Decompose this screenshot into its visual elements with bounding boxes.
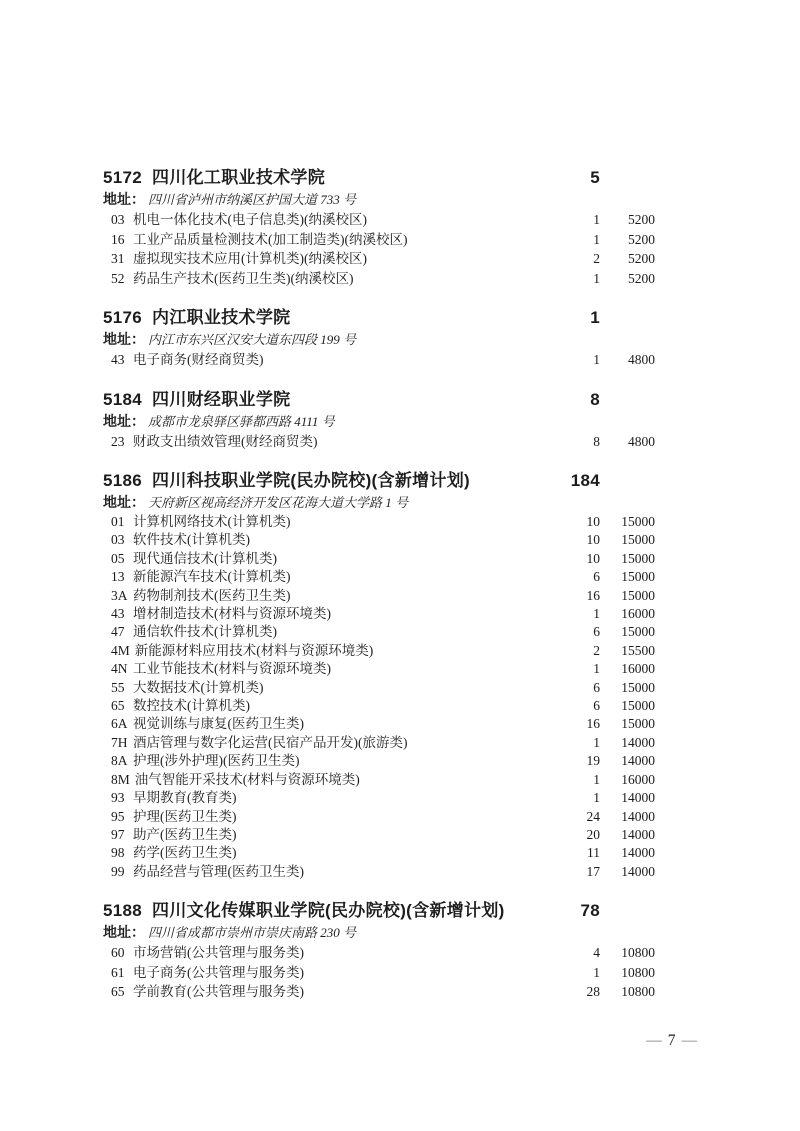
major-row <box>0 605 800 623</box>
major-row <box>0 249 800 269</box>
major-plan-count: 1 <box>593 734 600 750</box>
major-name: 学前教育(公共管理与服务类) <box>133 984 304 1000</box>
major-code: 16 <box>111 231 125 247</box>
major-tuition-fee: 15000 <box>621 587 655 603</box>
major-row <box>0 844 800 862</box>
major-tuition-fee: 15500 <box>621 642 655 658</box>
major-code: 03 <box>111 532 125 548</box>
major-name: 工业节能技术(材料与资源环境类) <box>133 661 331 677</box>
college-code: 5188 <box>103 901 143 921</box>
college-section <box>0 388 800 452</box>
major-row <box>0 771 800 789</box>
major-plan-count: 1 <box>593 270 600 286</box>
major-tuition-fee: 4800 <box>628 352 655 367</box>
address-label: 地址： <box>103 924 145 941</box>
major-name: 现代通信技术(计算机类) <box>133 550 277 566</box>
major-name: 电子商务(财经商贸类) <box>133 352 264 367</box>
major-plan-count: 1 <box>593 771 600 787</box>
major-tuition-fee: 14000 <box>621 753 655 769</box>
major-tuition-fee: 14000 <box>621 863 655 879</box>
major-name: 计算机网络技术(计算机类) <box>133 514 291 529</box>
college-code: 5176 <box>103 308 143 327</box>
major-tuition-fee: 14000 <box>621 734 655 750</box>
major-code: 47 <box>111 624 125 640</box>
major-rows <box>0 513 800 881</box>
major-name: 工业产品质量检测技术(加工制造类)(纳溪校区) <box>133 231 408 247</box>
college-total-plan: 1 <box>590 308 600 327</box>
major-plan-count: 28 <box>586 984 600 1000</box>
major-plan-count: 1 <box>593 964 600 980</box>
college-address-line <box>0 492 800 513</box>
major-name: 油气智能开采技术(材料与资源环境类) <box>134 771 360 787</box>
major-plan-count: 19 <box>586 753 600 769</box>
major-plan-count: 1 <box>593 661 600 677</box>
college-header <box>0 469 800 492</box>
major-tuition-fee: 14000 <box>621 808 655 824</box>
college-address-line <box>0 922 800 943</box>
major-name: 药学(医药卫生类) <box>133 845 237 861</box>
major-code: 01 <box>111 514 125 529</box>
major-plan-count: 16 <box>586 587 600 603</box>
major-rows <box>0 432 800 452</box>
major-name: 通信软件技术(计算机类) <box>133 624 277 640</box>
major-tuition-fee: 15000 <box>621 514 655 529</box>
major-code: 43 <box>111 352 125 367</box>
college-name: 四川文化传媒职业学院(民办院校)(含新增计划) <box>152 901 505 921</box>
major-plan-count: 17 <box>586 863 600 879</box>
college-name: 四川财经职业学院 <box>152 389 291 409</box>
major-name: 增材制造技术(材料与资源环境类) <box>133 606 331 622</box>
major-code: 65 <box>111 698 125 714</box>
major-tuition-fee: 16000 <box>621 661 655 677</box>
major-name: 机电一体化技术(电子信息类)(纳溪校区) <box>133 212 367 227</box>
college-total-plan: 8 <box>590 389 600 409</box>
major-code: 98 <box>111 845 125 861</box>
address-label: 地址： <box>103 331 145 347</box>
major-tuition-fee: 14000 <box>621 790 655 806</box>
major-tuition-fee: 14000 <box>621 826 655 842</box>
major-code: 05 <box>111 550 125 566</box>
major-row <box>0 623 800 641</box>
major-row <box>0 679 800 697</box>
major-name: 虚拟现实技术应用(计算机类)(纳溪校区) <box>133 251 367 266</box>
major-tuition-fee: 14000 <box>621 845 655 861</box>
major-plan-count: 16 <box>586 716 600 732</box>
college-name: 四川化工职业技术学院 <box>152 168 326 187</box>
major-row <box>0 660 800 678</box>
major-plan-count: 1 <box>593 212 600 227</box>
college-section <box>0 899 800 1002</box>
major-tuition-fee: 16000 <box>621 771 655 787</box>
major-plan-count: 2 <box>593 251 600 266</box>
major-row <box>0 826 800 844</box>
major-code: 93 <box>111 790 125 806</box>
major-row <box>0 350 800 370</box>
address-text: 四川省泸州市纳溪区护国大道 733 号 <box>148 192 357 207</box>
page-footer <box>0 1032 800 1050</box>
major-plan-count: 6 <box>593 624 600 640</box>
address-text: 内江市东兴区汉安大道东四段 199 号 <box>148 332 357 347</box>
major-plan-count: 6 <box>593 569 600 585</box>
major-code: 4M <box>111 642 130 658</box>
major-tuition-fee: 15000 <box>621 569 655 585</box>
college-address-line <box>0 329 800 350</box>
major-code: 6A <box>111 716 128 732</box>
college-address-line <box>0 189 800 210</box>
major-name: 财政支出绩效管理(财经商贸类) <box>133 433 318 449</box>
major-row <box>0 230 800 250</box>
major-tuition-fee: 15000 <box>621 716 655 732</box>
major-name: 新能源汽车技术(计算机类) <box>133 569 291 585</box>
major-plan-count: 1 <box>593 352 600 367</box>
college-section <box>0 306 800 370</box>
major-name: 市场营销(公共管理与服务类) <box>133 945 304 961</box>
major-row <box>0 587 800 605</box>
major-tuition-fee: 15000 <box>621 698 655 714</box>
major-rows <box>0 350 800 370</box>
major-name: 电子商务(公共管理与服务类) <box>133 964 304 980</box>
major-name: 早期教育(教育类) <box>133 790 237 806</box>
major-tuition-fee: 10800 <box>621 945 655 961</box>
major-row <box>0 269 800 289</box>
major-tuition-fee: 5200 <box>628 231 655 247</box>
major-plan-count: 1 <box>593 790 600 806</box>
major-tuition-fee: 10800 <box>621 984 655 1000</box>
major-name: 数控技术(计算机类) <box>133 698 250 714</box>
major-row <box>0 752 800 770</box>
major-code: 60 <box>111 945 125 961</box>
major-row <box>0 568 800 586</box>
major-name: 药物制剂技术(医药卫生类) <box>133 587 291 603</box>
major-code: 95 <box>111 808 125 824</box>
major-name: 软件技术(计算机类) <box>133 532 250 548</box>
college-total-plan: 5 <box>590 168 600 187</box>
college-name: 内江职业技术学院 <box>152 308 291 327</box>
major-tuition-fee: 4800 <box>628 433 655 449</box>
address-text: 成都市龙泉驿区驿都西路 4111 号 <box>148 413 335 429</box>
address-text: 天府新区视高经济开发区花海大道大学路 1 号 <box>148 495 409 510</box>
major-plan-count: 20 <box>586 826 600 842</box>
address-label: 地址： <box>103 191 145 207</box>
major-name: 护理(涉外护理)(医药卫生类) <box>133 753 300 769</box>
major-code: 52 <box>111 270 125 286</box>
major-tuition-fee: 10800 <box>621 964 655 980</box>
address-label: 地址： <box>103 412 145 429</box>
major-code: 8A <box>111 753 128 769</box>
major-code: 8M <box>111 771 130 787</box>
major-code: 13 <box>111 569 125 585</box>
major-tuition-fee: 5200 <box>628 270 655 286</box>
major-plan-count: 2 <box>593 642 600 658</box>
major-tuition-fee: 15000 <box>621 679 655 695</box>
major-plan-count: 1 <box>593 231 600 247</box>
college-address-line <box>0 411 800 432</box>
college-total-plan: 78 <box>580 901 600 921</box>
major-plan-count: 4 <box>593 945 600 961</box>
major-row <box>0 513 800 531</box>
major-tuition-fee: 5200 <box>628 251 655 266</box>
major-code: 43 <box>111 606 125 622</box>
major-plan-count: 6 <box>593 679 600 695</box>
major-tuition-fee: 5200 <box>628 212 655 227</box>
major-row <box>0 210 800 230</box>
college-sections-list <box>0 166 800 1020</box>
address-text: 四川省成都市崇州市崇庆南路 230 号 <box>148 925 357 941</box>
major-row <box>0 531 800 549</box>
college-header <box>0 166 800 189</box>
footer-dash-left: — <box>646 1032 662 1049</box>
major-row <box>0 550 800 568</box>
page-number: 7 <box>667 1032 676 1049</box>
major-name: 药品生产技术(医药卫生类)(纳溪校区) <box>133 270 354 286</box>
college-header <box>0 388 800 411</box>
major-code: 23 <box>111 433 125 449</box>
major-plan-count: 10 <box>586 532 600 548</box>
college-total-plan: 184 <box>570 471 600 490</box>
major-code: 4N <box>111 661 128 677</box>
major-row <box>0 808 800 826</box>
college-code: 5186 <box>103 471 143 490</box>
major-tuition-fee: 16000 <box>621 606 655 622</box>
major-plan-count: 1 <box>593 606 600 622</box>
college-name: 四川科技职业学院(民办院校)(含新增计划) <box>152 471 470 490</box>
major-row <box>0 789 800 807</box>
major-code: 31 <box>111 251 125 266</box>
major-row <box>0 432 800 452</box>
major-name: 大数据技术(计算机类) <box>133 679 264 695</box>
major-tuition-fee: 15000 <box>621 532 655 548</box>
major-plan-count: 10 <box>586 550 600 566</box>
major-name: 护理(医药卫生类) <box>133 808 237 824</box>
major-row <box>0 863 800 881</box>
major-row <box>0 715 800 733</box>
major-tuition-fee: 15000 <box>621 624 655 640</box>
major-row <box>0 734 800 752</box>
major-name: 新能源材料应用技术(材料与资源环境类) <box>134 642 374 658</box>
major-tuition-fee: 15000 <box>621 550 655 566</box>
college-code: 5172 <box>103 168 143 187</box>
major-code: 03 <box>111 212 125 227</box>
major-code: 3A <box>111 587 128 603</box>
major-plan-count: 10 <box>586 514 600 529</box>
major-code: 99 <box>111 863 125 879</box>
college-section <box>0 166 800 288</box>
major-plan-count: 8 <box>593 433 600 449</box>
major-row <box>0 963 800 983</box>
major-name: 视觉训练与康复(医药卫生类) <box>133 716 304 732</box>
major-code: 7H <box>111 734 128 750</box>
major-rows <box>0 943 800 1002</box>
major-plan-count: 11 <box>587 845 600 861</box>
footer-dash-right: — <box>681 1032 697 1049</box>
major-code: 65 <box>111 984 125 1000</box>
address-label: 地址： <box>103 494 145 510</box>
major-code: 55 <box>111 679 125 695</box>
college-code: 5184 <box>103 389 143 409</box>
college-header <box>0 306 800 329</box>
major-row <box>0 697 800 715</box>
major-name: 酒店管理与数字化运营(民宿产品开发)(旅游类) <box>133 734 408 750</box>
major-name: 药品经营与管理(医药卫生类) <box>133 863 304 879</box>
major-rows <box>0 210 800 288</box>
major-code: 61 <box>111 964 125 980</box>
major-name: 助产(医药卫生类) <box>133 826 237 842</box>
major-row <box>0 943 800 963</box>
major-code: 97 <box>111 826 125 842</box>
college-section <box>0 469 800 881</box>
major-row <box>0 982 800 1002</box>
major-plan-count: 6 <box>593 698 600 714</box>
college-header <box>0 899 800 922</box>
major-row <box>0 642 800 660</box>
major-plan-count: 24 <box>586 808 600 824</box>
